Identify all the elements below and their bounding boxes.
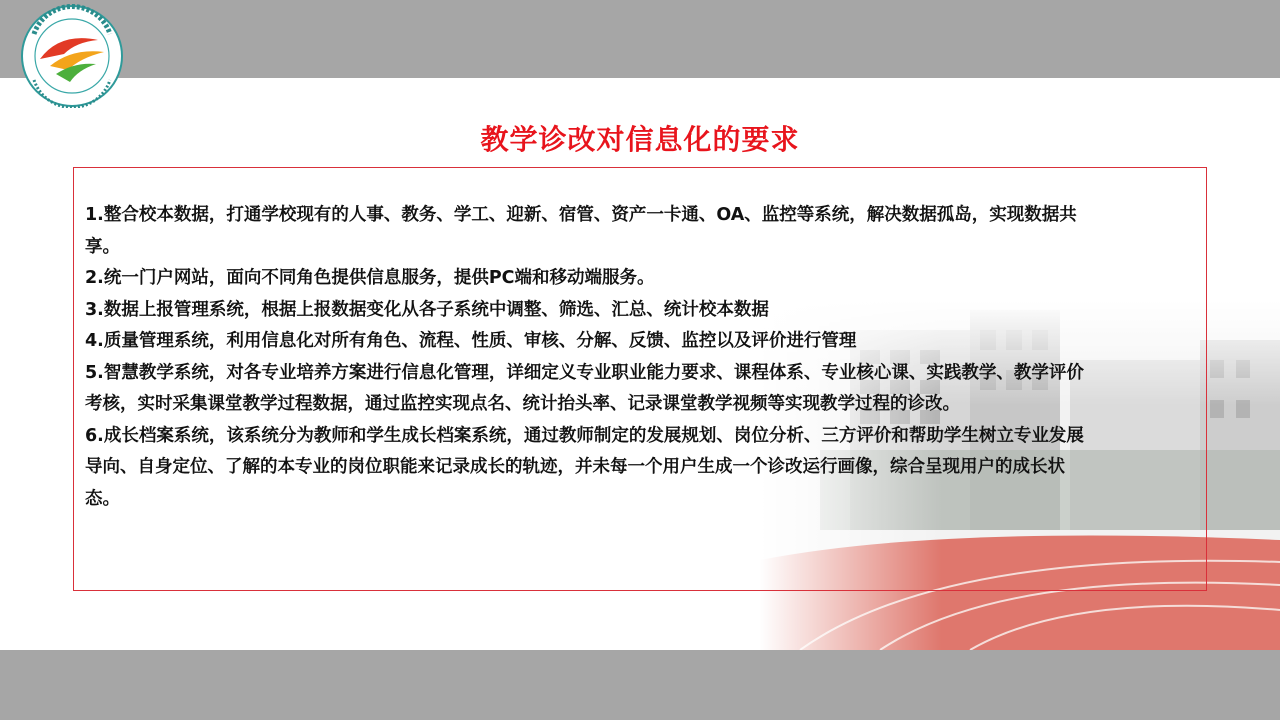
- list-item: 4.质量管理系统，利用信息化对所有角色、流程、性质、审核、分解、反馈、监控以及评价进行管理: [85, 331, 857, 351]
- requirements-list: [85, 200, 1085, 515]
- list-item: 3.数据上报管理系统，根据上报数据变化从各子系统中调整、筛选、汇总、统计校本数据: [85, 299, 769, 320]
- list-item: 2.统一门户网站，面向不同角色提供信息服务，提供PC端和移动端服务。: [85, 268, 655, 288]
- slide-title: 教学诊改对信息化的要求: [480, 123, 800, 156]
- header-band: [0, 0, 1280, 78]
- college-emblem-icon: [20, 4, 124, 108]
- list-item: 1.整合校本数据，打通学校现有的人事、教务、学工、迎新、宿管、资产一卡通、OA、监控等系统，解决数据孤岛，实现数据共享。: [85, 205, 1077, 257]
- list-item: 6.成长档案系统，该系统分为教师和学生成长档案系统，通过教师制定的发展规划、岗位分析、三方评价和帮助学生树立专业发展导向、自身定位、了解的本专业的岗位职能来记录成长的轨迹，并未每一个用户生成一个诊改运行画像，综合呈现用户的成长状态。: [85, 425, 1084, 509]
- list-item: 5.智慧教学系统，对各专业培养方案进行信息化管理，详细定义专业职业能力要求、课程体系、专业核心课、实践教学、教学评价考核，实时采集课堂教学过程数据，通过监控实现点名、统计抬头率、记录课堂教学视频等实现教学过程的诊改。: [85, 362, 1084, 414]
- footer-band: [0, 650, 1280, 720]
